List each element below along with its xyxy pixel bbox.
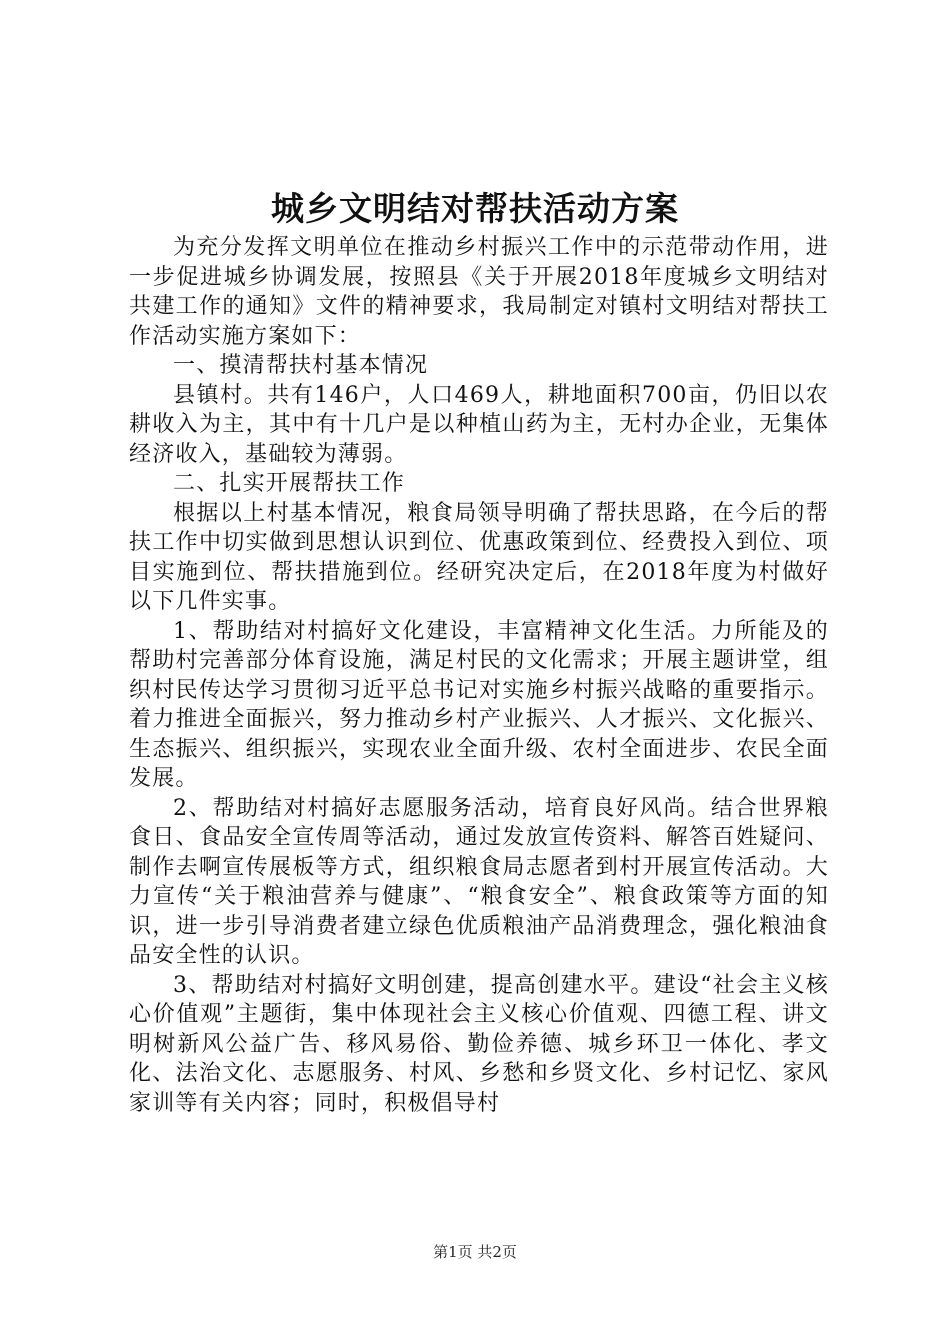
document-title: 城乡文明结对帮扶活动方案 <box>271 189 679 228</box>
paragraph-item-1: 1、帮助结对村搞好文化建设，丰富精神文化生活。力所能及的帮助村完善部分体育设施，满足村民的文化需求；开展主题讲堂，组织村民传达学习贯彻习近平总书记对实施乡村振兴战略的重要指示。着力推进全面振兴，努力推动乡村产业振兴、人才振兴、文化振兴、生态振兴、组织振兴，实现农业全面升级、农村全面进步、农民全面发展。 <box>129 618 829 791</box>
section-heading-2: 二、扎实开展帮扶工作 <box>173 471 406 496</box>
paragraph-item-3: 3、帮助结对村搞好文明创建，提高创建水平。建设“社会主义核心价值观”主题街，集中体现社会主义核心价值观、四德工程、讲文明树新风公益广告、移风易俗、勤俭养德、城乡环卫一体化、孝文化、法治文化、志愿服务、村风、乡愁和乡贤文化、乡村记忆、家风家训等有关内容；同时，积极倡导村 <box>129 972 829 1116</box>
page-footer: 第1页 共2页 <box>433 1243 517 1261</box>
paragraph-plan: 根据以上村基本情况，粮食局领导明确了帮扶思路，在今后的帮扶工作中切实做到思想认识到位、优惠政策到位、经费投入到位、项目实施到位、帮扶措施到位。经研究决定后，在2018年度为村做好以下几件实事。 <box>129 500 829 614</box>
paragraph-item-2: 2、帮助结对村搞好志愿服务活动，培育良好风尚。结合世界粮食日、食品安全宣传周等活动，通过发放宣传资料、解答百姓疑问、制作去啊宣传展板等方式，组织粮食局志愿者到村开展宣传活动。大力宣传“关于粮油营养与健康”、“粮食安全”、粮食政策等方面的知识，进一步引导消费者建立绿色优质粮油产品消费理念，强化粮油食品安全性的认识。 <box>129 795 829 968</box>
document-body <box>129 233 829 1118</box>
paragraph-intro: 为充分发挥文明单位在推动乡村振兴工作中的示范带动作用，进一步促进城乡协调发展，按照县《关于开展2018年度城乡文明结对共建工作的通知》文件的精神要求，我局制定对镇村文明结对帮扶工作活动实施方案如下： <box>129 235 829 349</box>
paragraph-village-info: 县镇村。共有146户，人口469人，耕地面积700亩，仍旧以农耕收入为主，其中有十几户是以种植山药为主，无村办企业，无集体经济收入，基础较为薄弱。 <box>129 382 829 467</box>
section-heading-1: 一、摸清帮扶村基本情况 <box>173 353 429 378</box>
